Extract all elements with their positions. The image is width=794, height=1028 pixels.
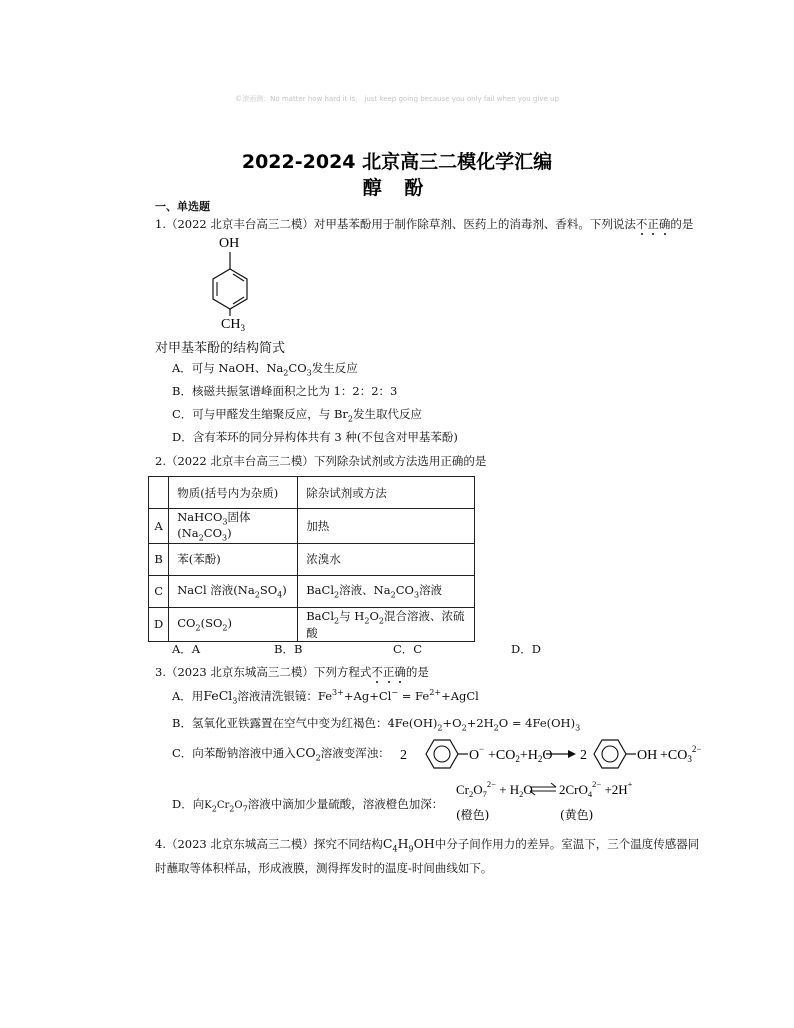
q2-answer-a: A．A	[172, 642, 201, 656]
q1-structure-caption: 对甲基苯酚的结构简式	[155, 341, 286, 356]
yellow-label: (黄色)	[560, 808, 594, 822]
q1-stem: 1.（2022 北京丰台高三二模）对甲基苯酚用于制作除草剂、医药上的消毒剂、香料。下列说法不正确的是	[155, 217, 694, 231]
row-label: B	[149, 543, 169, 575]
row-method: 浓溴水	[298, 543, 475, 575]
impurity-table	[148, 476, 475, 642]
ring-double-bond-2	[233, 274, 244, 281]
phenoxide-ring	[426, 740, 458, 768]
orange-label: (橙色)	[456, 808, 490, 822]
q3-stem: 3.（2023 北京东城高三二模）下列方程式不正确的是	[155, 665, 429, 679]
reactants-co2-h2o: $+CO_2+H_2O$	[488, 748, 553, 764]
section-heading: 一、单选题	[155, 200, 210, 213]
watermark: ©滚雨测：No matter how hard it is， just keep going because you only fail when you give up	[235, 95, 559, 103]
row-method: 加热	[298, 509, 475, 544]
aromatic-circle-2	[602, 746, 618, 762]
row-method: BaCl$_2$溶液、$Na_2CO_3$溶液	[298, 575, 475, 607]
document-title: 2022-2024 北京高三二模化学汇编	[241, 151, 553, 173]
aromatic-circle	[434, 746, 450, 762]
row-substance: $CO_2(SO_2)$	[169, 607, 298, 641]
table-row	[149, 607, 475, 641]
q3-option-c: C．向苯酚钠溶液中通入$CO_2$溶液变浑浊：	[172, 745, 390, 763]
table-row	[149, 575, 475, 607]
q2-answer-c: C．C	[393, 642, 423, 656]
row-label: C	[149, 575, 169, 607]
reaction-arrow-head	[568, 750, 576, 758]
q1-option-a: A．可与 NaOH、$Na_2CO_3$发生反应	[172, 361, 358, 378]
row-substance: 苯(苯酚)	[169, 543, 298, 575]
dichromate-side: $Cr_2O_7^{2-} + H_2O$	[456, 779, 533, 799]
row-label: D	[149, 607, 169, 641]
document-subtitle: 醇 酚	[362, 177, 432, 199]
phenoxide-o: O−	[469, 744, 485, 763]
q2-stem: 2.（2022 北京丰台高三二模）下列除杂试剂或方法选用正确的是	[155, 454, 487, 468]
table-header-substance: 物质(括号内为杂质)	[169, 477, 298, 509]
row-label: A	[149, 509, 169, 544]
ring-double-bond-3	[233, 297, 244, 304]
equilibrium-forward-head	[551, 783, 556, 787]
q1-option-d: D．含有苯环的同分异构体共有 3 种(不包含对甲基苯酚)	[172, 430, 458, 444]
row-substance: NaCl 溶液$(Na_2SO_4)$	[169, 575, 298, 607]
product-carbonate: $+CO_3^{2-}$	[660, 744, 702, 764]
q3-c-equation	[396, 734, 708, 774]
row-substance: NaHCO$_3$固体$(Na_2CO_3)$	[169, 509, 298, 544]
table-cell-blank	[149, 477, 169, 509]
q1-option-b: B．核磁共振氢谱峰面积之比为 1：2：2：3	[172, 384, 398, 398]
benzene-ring	[213, 269, 247, 309]
p-cresol-structure	[190, 232, 270, 332]
coefficient-2: 2	[400, 748, 407, 763]
q2-answer-d: D．D	[511, 642, 541, 656]
chromate-side: 2CrO$_4^{2-}$ +2H+	[559, 779, 633, 799]
coefficient-2b: 2	[580, 748, 587, 763]
phenol-ring	[594, 740, 626, 768]
table-header-row	[149, 477, 475, 509]
row-method: BaCl$_2$与 $H_2O_2$混合溶液、浓硫酸	[298, 607, 475, 641]
q3-option-a: A．用FeCl$_3$溶液清洗银镜：$Fe^{3+}+Ag+Cl^-$ = $Fe^{2+}+AgCl$	[172, 688, 479, 706]
hydroxyl-label: OH	[219, 236, 240, 251]
table-row	[149, 509, 475, 544]
table-header-method: 除杂试剂或方法	[298, 477, 475, 509]
table-row	[149, 543, 475, 575]
phenol-oh: OH	[637, 748, 658, 763]
methyl-label: $CH_3$	[221, 317, 245, 332]
q3-d-equation	[452, 777, 642, 825]
q4-stem-line2: 时蘸取等体积样品，形成液膜，测得挥发时的温度-时间曲线如下。	[155, 861, 493, 875]
q4-stem-line1: 4.（2023 北京东城高三二模）探究不同结构$C_4H_9OH$中分子间作用力的差异。室温下，三个温度传感器同	[155, 836, 700, 854]
q1-option-c: C．可与甲醛发生缩聚反应，与 $Br_2$发生取代反应	[172, 407, 423, 424]
q2-answer-b: B．B	[274, 642, 303, 656]
q3-option-b: B．氢氧化亚铁露置在空气中变为红褐色：$4Fe(OH)_2+O_2+2H_2O = 4Fe(OH)_3$	[172, 716, 581, 733]
q3-option-d: D．向$K_2Cr_2O_7$溶液中滴加少量硫酸，溶液橙色加深：	[172, 797, 444, 814]
